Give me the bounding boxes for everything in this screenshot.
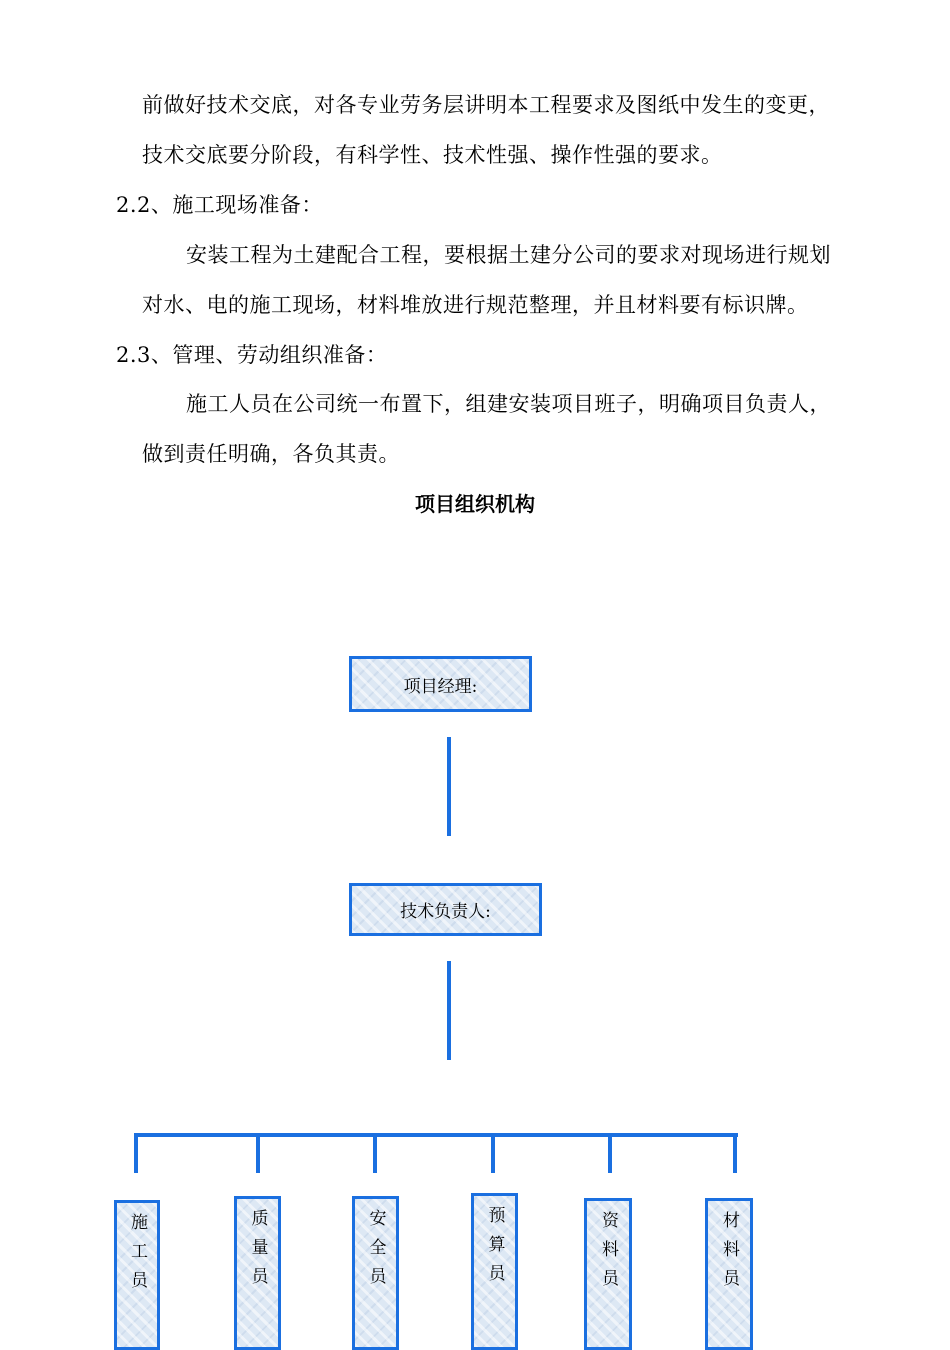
branch-drop xyxy=(134,1137,138,1173)
role-box xyxy=(584,1198,632,1350)
technical-lead-label: 技术负责人: xyxy=(400,902,491,922)
project-manager-label: 项目经理: xyxy=(403,676,478,697)
role-label: 预算员 xyxy=(484,1206,505,1293)
org-chart-title: 项目组织机构 xyxy=(415,492,535,516)
text-line-5: 施工人员在公司统一布置下，组建安装项目班子，明确项目负责人， xyxy=(186,392,831,416)
text-line-1: 前做好技术交底，对各专业劳务层讲明本工程要求及图纸中发生的变更， xyxy=(142,93,830,117)
role-box xyxy=(114,1200,160,1350)
branch-drop xyxy=(373,1137,377,1173)
role-box xyxy=(705,1198,753,1350)
branch-drop xyxy=(608,1137,612,1173)
role-box xyxy=(471,1193,518,1350)
role-box xyxy=(234,1196,281,1350)
section-heading-2-2: 2.2、施工现场准备： xyxy=(116,193,323,217)
role-label: 质量员 xyxy=(247,1209,268,1296)
text-line-3: 安装工程为土建配合工程，要根据土建分公司的要求对现场进行规划 xyxy=(186,243,831,267)
role-label: 安全员 xyxy=(365,1209,386,1296)
branch-drop xyxy=(256,1137,260,1173)
role-label: 材料员 xyxy=(719,1211,739,1298)
branch-drop xyxy=(733,1137,737,1173)
text-line-6: 做到责任明确，各负其责。 xyxy=(142,442,400,466)
connector-line xyxy=(447,961,451,1060)
connector-line xyxy=(447,737,451,836)
branch-line xyxy=(134,1133,738,1137)
text-line-2: 技术交底要分阶段，有科学性、技术性强、操作性强的要求。 xyxy=(142,143,723,167)
project-manager-box xyxy=(349,656,532,712)
role-box xyxy=(352,1196,399,1350)
text-line-4: 对水、电的施工现场，材料堆放进行规范整理，并且材料要有标识牌。 xyxy=(142,293,809,317)
technical-lead-box xyxy=(349,883,542,936)
role-label: 资料员 xyxy=(598,1211,618,1298)
role-label: 施工员 xyxy=(127,1213,147,1300)
branch-drop xyxy=(491,1137,495,1173)
section-heading-2-3: 2.3、管理、劳动组织准备： xyxy=(116,343,388,367)
